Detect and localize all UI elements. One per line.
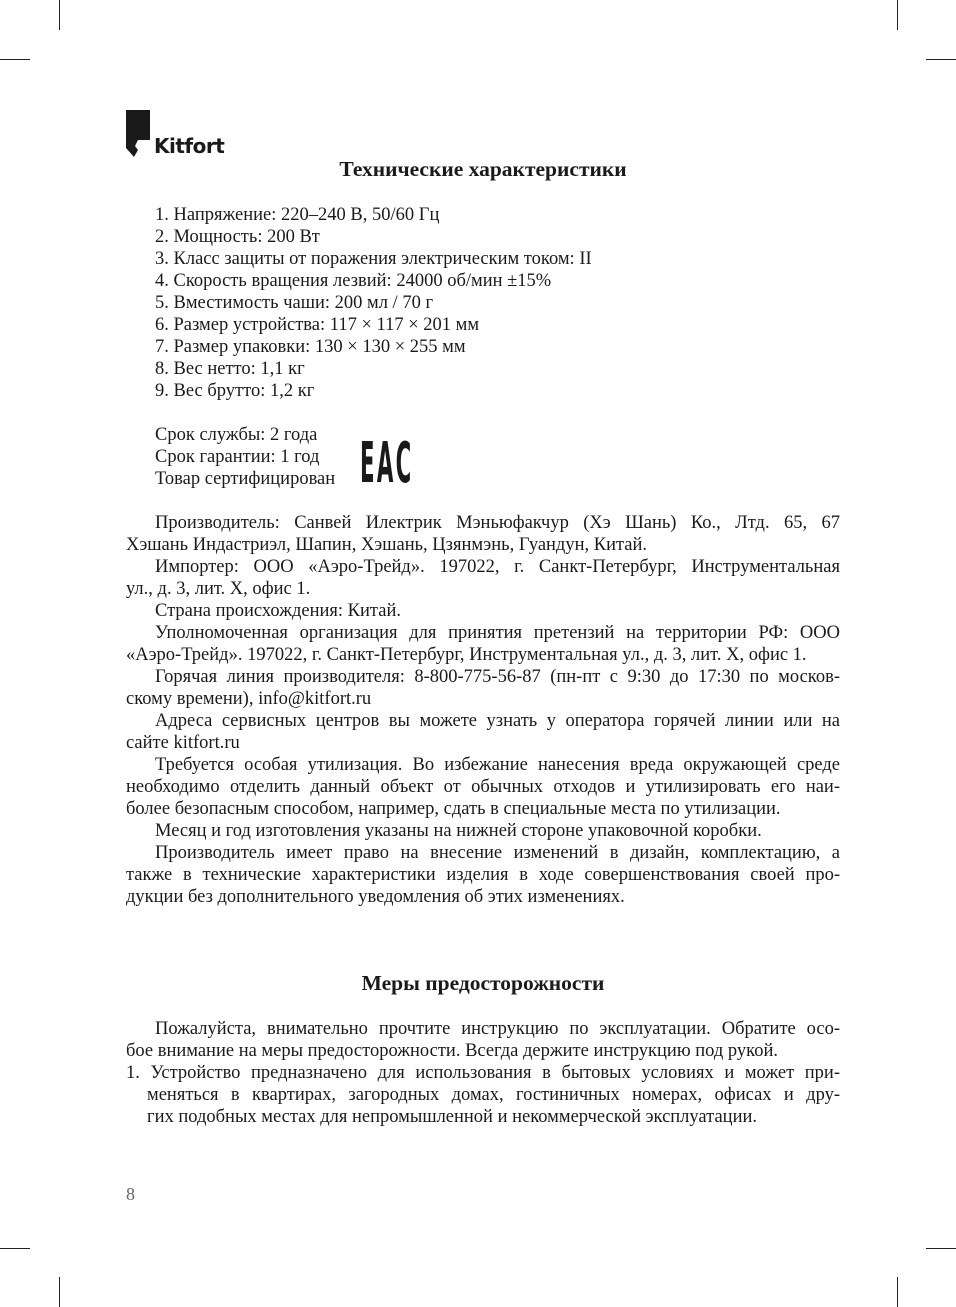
crop-mark	[59, 1277, 60, 1307]
paragraph	[126, 512, 840, 556]
paragraph	[126, 754, 840, 820]
eac-certification-mark: EAC	[360, 431, 414, 496]
paragraph-line: сайте kitfort.ru	[126, 733, 240, 753]
intro-paragraph	[126, 1018, 840, 1062]
precautions-text	[126, 1018, 840, 1128]
paragraph-line: скому времени), info@kitfort.ru	[126, 689, 372, 709]
paragraph	[126, 666, 840, 710]
precaution-item-line: меняться в квартирах, загородных домах, гостиничных номерах, офисах и дру-	[147, 1085, 840, 1105]
spec-item: 5. Вместимость чаши: 200 мл / 70 г	[155, 293, 434, 313]
crop-mark	[926, 1248, 956, 1249]
paragraph	[126, 820, 840, 842]
kitfort-logo	[126, 110, 225, 163]
paragraph	[126, 842, 840, 908]
paragraph-line: Импортер: ООО «Аэро-Трейд». 197022, г. Санкт-Петербург, Инструментальная	[155, 557, 840, 577]
paragraph	[126, 556, 840, 600]
crop-mark	[0, 59, 30, 60]
paragraph-line: необходимо отделить данный объект от обычных отходов и утилизировать его наи-	[126, 777, 840, 797]
intro-paragraph-line: Пожалуйста, внимательно прочтите инструкцию по эксплуатации. Обратите осо-	[155, 1019, 840, 1039]
page-number: 8	[126, 1184, 135, 1204]
precaution-item-line: 1. Устройство предназначено для использования в бытовых условиях и может при-	[126, 1063, 840, 1083]
service-line: Срок гарантии: 1 год	[155, 447, 320, 467]
paragraph-line: Уполномоченная организация для принятия претензий на территории РФ: ООО	[155, 623, 840, 643]
paragraph-line: Страна происхождения: Китай.	[155, 601, 401, 621]
spec-item: 7. Размер упаковки: 130 × 130 × 255 мм	[155, 337, 466, 357]
paragraph-line: Адреса сервисных центров вы можете узнать у оператора горячей линии или на	[155, 711, 840, 731]
paragraph-line: «Аэро-Трейд». 197022, г. Санкт-Петербург, Инструментальная ул., д. 3, лит. Х, офис 1.	[126, 645, 807, 665]
paragraph-line: Месяц и год изготовления указаны на нижней стороне упаковочной коробки.	[155, 821, 762, 841]
manufacturer-info	[126, 512, 840, 908]
service-line: Товар сертифицирован	[155, 469, 336, 489]
precaution-item-line: гих подобных местах для непромышленной и некоммерческой эксплуатации.	[147, 1107, 757, 1127]
intro-paragraph-line: бое внимание на меры предосторожности. Всегда держите инструкцию под рукой.	[126, 1041, 778, 1061]
paragraph-line: Горячая линия производителя: 8-800-775-56-87 (пн-пт с 9:30 до 17:30 по москов-	[155, 667, 840, 687]
spec-item: 3. Класс защиты от поражения электрическим током: II	[155, 249, 592, 269]
crop-mark	[897, 0, 898, 30]
paragraph	[126, 622, 840, 666]
paragraph-line: Производитель: Санвей Илектрик Мэньюфакчур (Хэ Шань) Ко., Лтд. 65, 67	[155, 513, 840, 533]
spec-item: 2. Мощность: 200 Вт	[155, 227, 320, 247]
paragraph-line: Требуется особая утилизация. Во избежание нанесения вреда окружающей среде	[155, 755, 840, 775]
spec-item: 9. Вес брутто: 1,2 кг	[155, 381, 315, 401]
spec-item: 8. Вес нетто: 1,1 кг	[155, 359, 305, 379]
spec-item: 4. Скорость вращения лезвий: 24000 об/мин ±15%	[155, 271, 552, 291]
kitfort-logo-icon	[126, 110, 152, 158]
paragraph-line: ул., д. 3, лит. Х, офис 1.	[126, 579, 311, 599]
precautions-title: Меры предосторожности	[361, 971, 605, 995]
paragraph-line: дукции без дополнительного уведомления об этих изменениях.	[126, 887, 625, 907]
brand-name: Kitfort	[154, 134, 225, 158]
paragraph-line: также в технические характеристики изделия в ходе совершенствования своей про-	[126, 865, 840, 885]
paragraph-line: Производитель имеет право на внесение изменений в дизайн, комплектацию, а	[155, 843, 840, 863]
service-line: Срок службы: 2 года	[155, 425, 318, 445]
paragraph-line: более безопасным способом, например, сдать в специальные места по утилизации.	[126, 799, 781, 819]
paragraph	[126, 710, 840, 754]
crop-mark	[0, 1248, 30, 1249]
service-info	[155, 424, 869, 496]
specs-title: Технические характеристики	[339, 157, 627, 181]
crop-mark	[897, 1277, 898, 1307]
specs-list	[155, 204, 869, 402]
precaution-item	[126, 1062, 840, 1128]
crop-mark	[926, 59, 956, 60]
paragraph	[126, 600, 840, 622]
crop-mark	[59, 0, 60, 30]
spec-item: 6. Размер устройства: 117 × 117 × 201 мм	[155, 315, 480, 335]
spec-item: 1. Напряжение: 220–240 В, 50/60 Гц	[155, 205, 440, 225]
paragraph-line: Хэшань Индастриэл, Шапин, Хэшань, Цзянмэнь, Гуандун, Китай.	[126, 535, 648, 555]
